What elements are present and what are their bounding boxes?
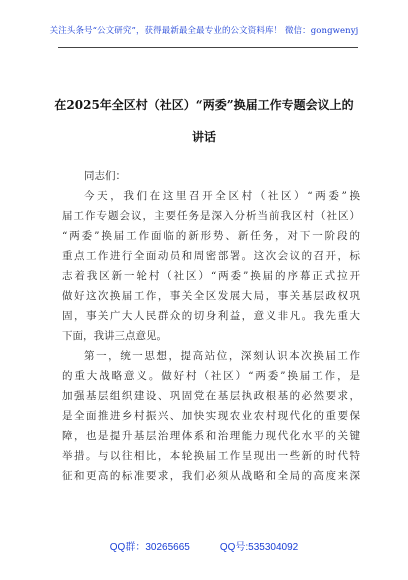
salutation: 同志们：: [84, 170, 126, 182]
body-line: 做好这次换届工作，事关全区发展大局，事关基层政权巩: [62, 290, 360, 302]
footer-contact: [0, 538, 408, 553]
header-divider: [58, 47, 358, 48]
header-banner: 关注头条号“公文研究”，获得最新最全最专业的公文资料库！ 微信：gongwenyj: [49, 26, 359, 36]
body-line: 届工作专题会议，主要任务是深入分析当前我区村（社区）: [62, 210, 360, 222]
body-line: 障，也是提升基层治理体系和治理能力现代化水平的关键: [62, 430, 360, 442]
body-line: 志着我区新一轮村（社区）“两委”换届的序幕正式拉开: [62, 270, 360, 282]
body-line: 今天，我们在这里召开全区村（社区）“两委”换: [84, 190, 360, 202]
footer-qq-number: QQ号:535304092: [219, 542, 299, 553]
body-line: 征和更高的标准要求，我们必须从战略和全局的高度来深: [62, 470, 360, 482]
body-line: 加强基层组织建设、巩固党在基层执政根基的必然要求，: [62, 390, 360, 402]
body-line: 是全面推进乡村振兴、加快实现农业农村现代化的重要保: [62, 410, 360, 422]
body-line: 下面，我讲三点意见。: [62, 330, 167, 342]
footer-qq-group: QQ群：30265665: [109, 542, 190, 553]
body-line: 重点工作进行全面动员和周密部署。这次会议的召开，标: [62, 250, 360, 262]
body-line: 第一，统一思想，提高站位，深刻认识本次换届工作: [84, 350, 360, 362]
body-line: 的重大战略意义。做好村（社区）“两委”换届工作，是: [62, 370, 360, 382]
document-title-line-2: 讲话: [191, 130, 216, 144]
body-line: 举措。与以往相比，本轮换届工作呈现出一些新的时代特: [62, 450, 360, 462]
document-title-line-1: 在2025年全区村（社区）“两委”换届工作专题会议上的: [54, 98, 354, 112]
body-line: “两委”换届工作面临的新形势、新任务，对下一阶段的: [62, 230, 360, 242]
body-line: 固，事关广大人民群众的切身利益，意义非凡。我先重大: [62, 310, 360, 322]
